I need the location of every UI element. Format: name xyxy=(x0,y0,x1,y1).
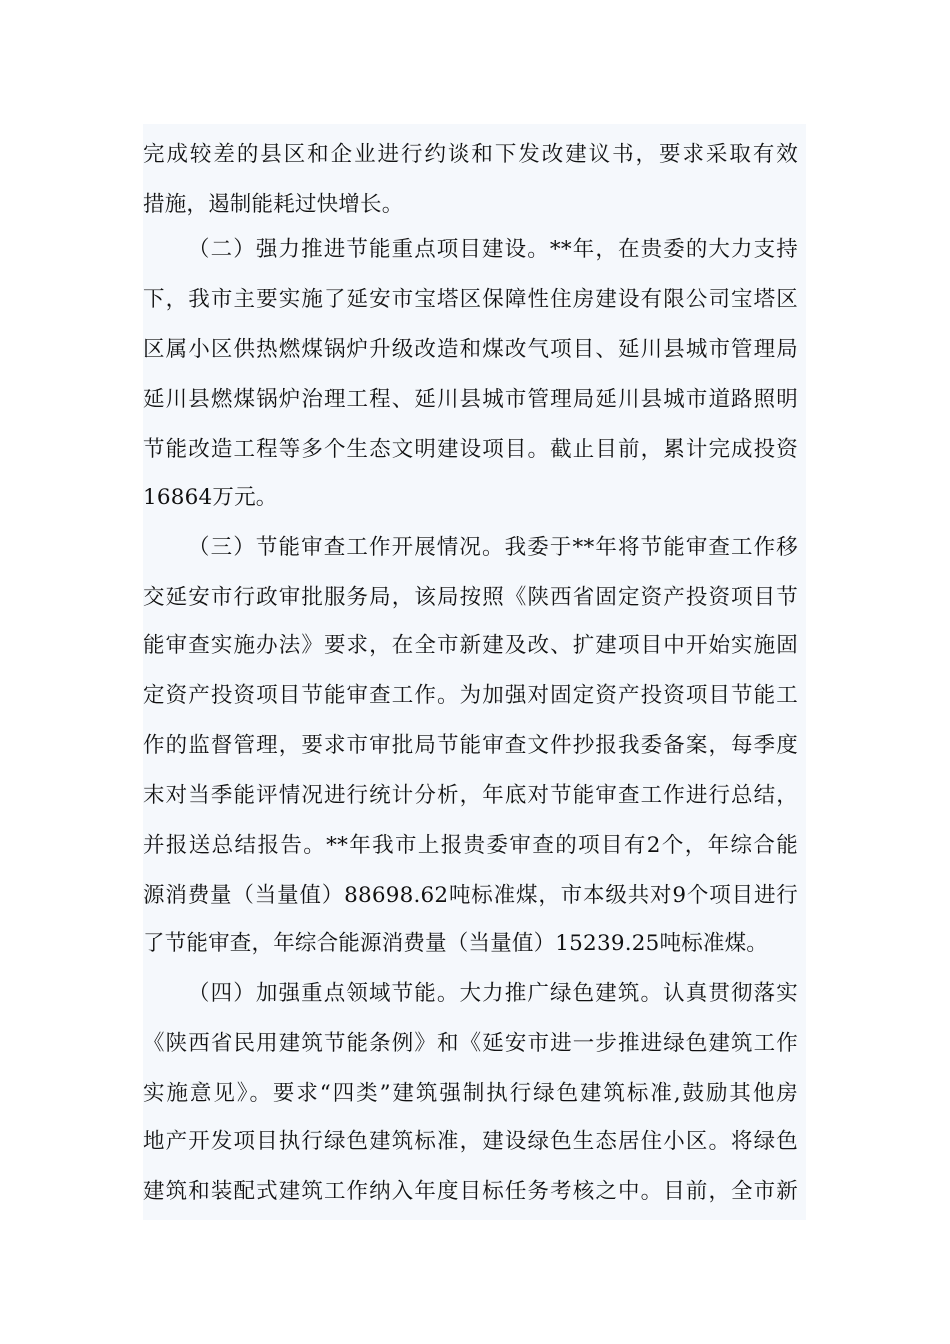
text-line: 并报送总结报告。**年我市上报贵委审查的项目有2个，年综合能 xyxy=(143,833,798,858)
paragraph-heading-line: （四）加强重点领域节能。大力推广绿色建筑。认真贯彻落实 xyxy=(188,981,798,1006)
text-line: 交延安市行政审批服务局，该局按照《陕西省固定资产投资项目节 xyxy=(143,585,798,610)
text-line: 建筑和装配式建筑工作纳入年度目标任务考核之中。目前，全市新 xyxy=(143,1179,798,1204)
text-line: 能审查实施办法》要求，在全市新建及改、扩建项目中开始实施固 xyxy=(143,633,798,658)
document-body xyxy=(143,124,806,1220)
text-line: 区属小区供热燃煤锅炉升级改造和煤改气项目、延川县城市管理局 xyxy=(143,337,798,362)
text-line: 定资产投资项目节能审查工作。为加强对固定资产投资项目节能工 xyxy=(143,683,798,708)
paragraph-heading-line: （二）强力推进节能重点项目建设。**年，在贵委的大力支持 xyxy=(188,237,798,262)
text-line: 源消费量（当量值）88698.62吨标准煤，市本级共对9个项目进行 xyxy=(143,883,798,908)
text-line: 末对当季能评情况进行统计分析，年底对节能审查工作进行总结， xyxy=(143,783,798,808)
text-line: 地产开发项目执行绿色建筑标准，建设绿色生态居住小区。将绿色 xyxy=(143,1129,798,1154)
text-line: 措施，遏制能耗过快增长。 xyxy=(143,192,404,217)
text-line: 实施意见》。要求“四类”建筑强制执行绿色建筑标准,鼓励其他房 xyxy=(143,1081,798,1106)
paragraph-heading-line: （三）节能审查工作开展情况。我委于**年将节能审查工作移 xyxy=(188,535,798,560)
text-line: 下，我市主要实施了延安市宝塔区保障性住房建设有限公司宝塔区 xyxy=(143,287,798,312)
text-line: 延川县燃煤锅炉治理工程、延川县城市管理局延川县城市道路照明 xyxy=(143,387,798,412)
text-line: 节能改造工程等多个生态文明建设项目。截止目前，累计完成投资 xyxy=(143,437,798,462)
text-line: 作的监督管理，要求市审批局节能审查文件抄报我委备案，每季度 xyxy=(143,733,798,758)
text-line: 《陕西省民用建筑节能条例》和《延安市进一步推进绿色建筑工作 xyxy=(143,1031,798,1056)
text-line: 了节能审查，年综合能源消费量（当量值）15239.25吨标准煤。 xyxy=(143,931,768,956)
text-line: 完成较差的县区和企业进行约谈和下发改建议书，要求采取有效 xyxy=(143,142,798,167)
text-line: 16864万元。 xyxy=(143,485,278,510)
